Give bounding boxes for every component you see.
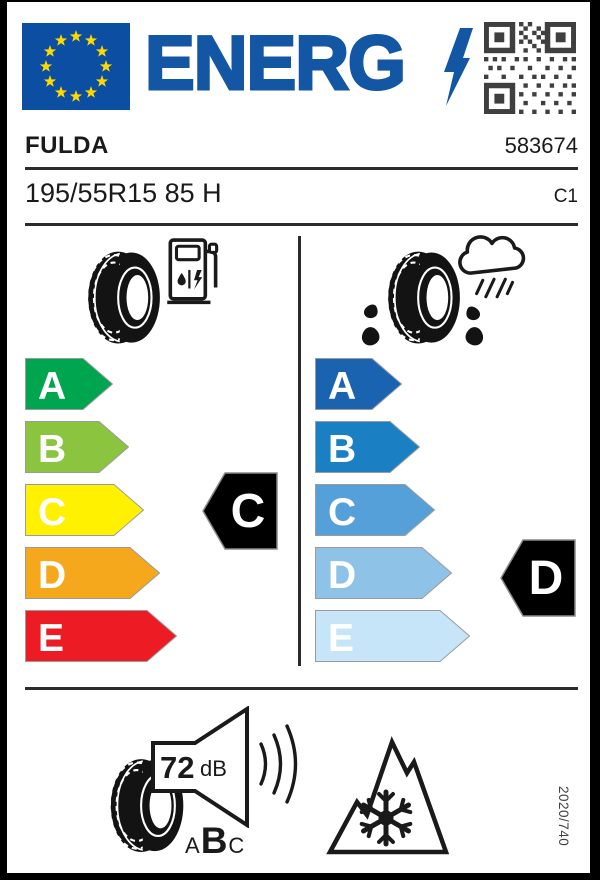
wet-grip-rating-arrow: [500, 539, 576, 617]
noise-speaker-icon: [150, 706, 252, 828]
snowflake-mountain-icon: [326, 736, 450, 856]
fuel-efficiency-grade-d: [25, 547, 160, 599]
fuel-efficiency-scale: [25, 358, 205, 665]
lightning-bolt-icon: [443, 28, 473, 106]
fuel-efficiency-grade-e: [25, 610, 177, 662]
fuel-pump-icon: [167, 237, 221, 307]
fuel-efficiency-grade-a: [25, 358, 113, 410]
grade-letter: D: [38, 554, 67, 597]
divider-under-brand: [25, 167, 578, 170]
grade-letter: A: [328, 365, 357, 408]
fuel-rating-arrow: [202, 472, 278, 550]
eu-flag-icon: [22, 23, 130, 110]
fuel-efficiency-grade-c: [25, 484, 144, 536]
wet-rating-letter: D: [528, 552, 564, 605]
fuel-rating-letter: C: [230, 485, 266, 538]
grade-letter: C: [328, 491, 357, 534]
energy-logo-text: ENERG: [145, 20, 405, 106]
brand-row: [25, 132, 578, 160]
grade-letter: D: [328, 554, 357, 597]
noise-class-b-active: B: [200, 820, 228, 861]
tire-icon: [386, 250, 462, 346]
article-code: 583674: [504, 133, 578, 158]
tire-icon: [86, 250, 162, 346]
water-splash-icon: [358, 304, 386, 350]
label-border-bottom: [0, 873, 600, 880]
wet-grip-grade-b: [315, 421, 420, 473]
grade-letter: A: [38, 365, 67, 408]
column-divider: [298, 236, 301, 666]
tire-size: 195/55R15 85 H: [25, 178, 222, 208]
wet-grip-scale: [315, 358, 495, 665]
wet-grip-grade-c: [315, 484, 435, 536]
grade-letter: B: [328, 428, 357, 471]
regulation-reference: 2020/740: [556, 786, 571, 847]
qr-code: [484, 22, 576, 114]
noise-db-unit: dB: [200, 756, 227, 781]
label-border-right: [590, 0, 600, 880]
brand-name: FULDA: [25, 132, 109, 159]
wet-grip-grade-d: [315, 547, 452, 599]
divider-above-noise: [25, 687, 578, 690]
grade-letter: B: [38, 428, 67, 471]
noise-class-c: C: [228, 833, 245, 858]
label-border-top: [0, 0, 600, 2]
water-splash-icon: [458, 306, 488, 350]
noise-class-letters: [185, 820, 244, 862]
noise-db-value: 72: [160, 750, 195, 785]
fuel-efficiency-grade-b: [25, 421, 129, 473]
divider-under-size: [25, 223, 578, 226]
rain-cloud-icon: [452, 232, 532, 304]
tire-class: C1: [553, 186, 578, 207]
grade-letter: E: [328, 617, 355, 660]
grade-letter: C: [38, 491, 67, 534]
wet-grip-grade-e: [315, 610, 470, 662]
grade-letter: E: [38, 617, 65, 660]
tire-size-row: [25, 178, 578, 209]
sound-waves-icon: [255, 718, 303, 810]
label-border-left: [0, 0, 7, 880]
wet-grip-grade-a: [315, 358, 402, 410]
noise-class-a: A: [185, 833, 200, 858]
